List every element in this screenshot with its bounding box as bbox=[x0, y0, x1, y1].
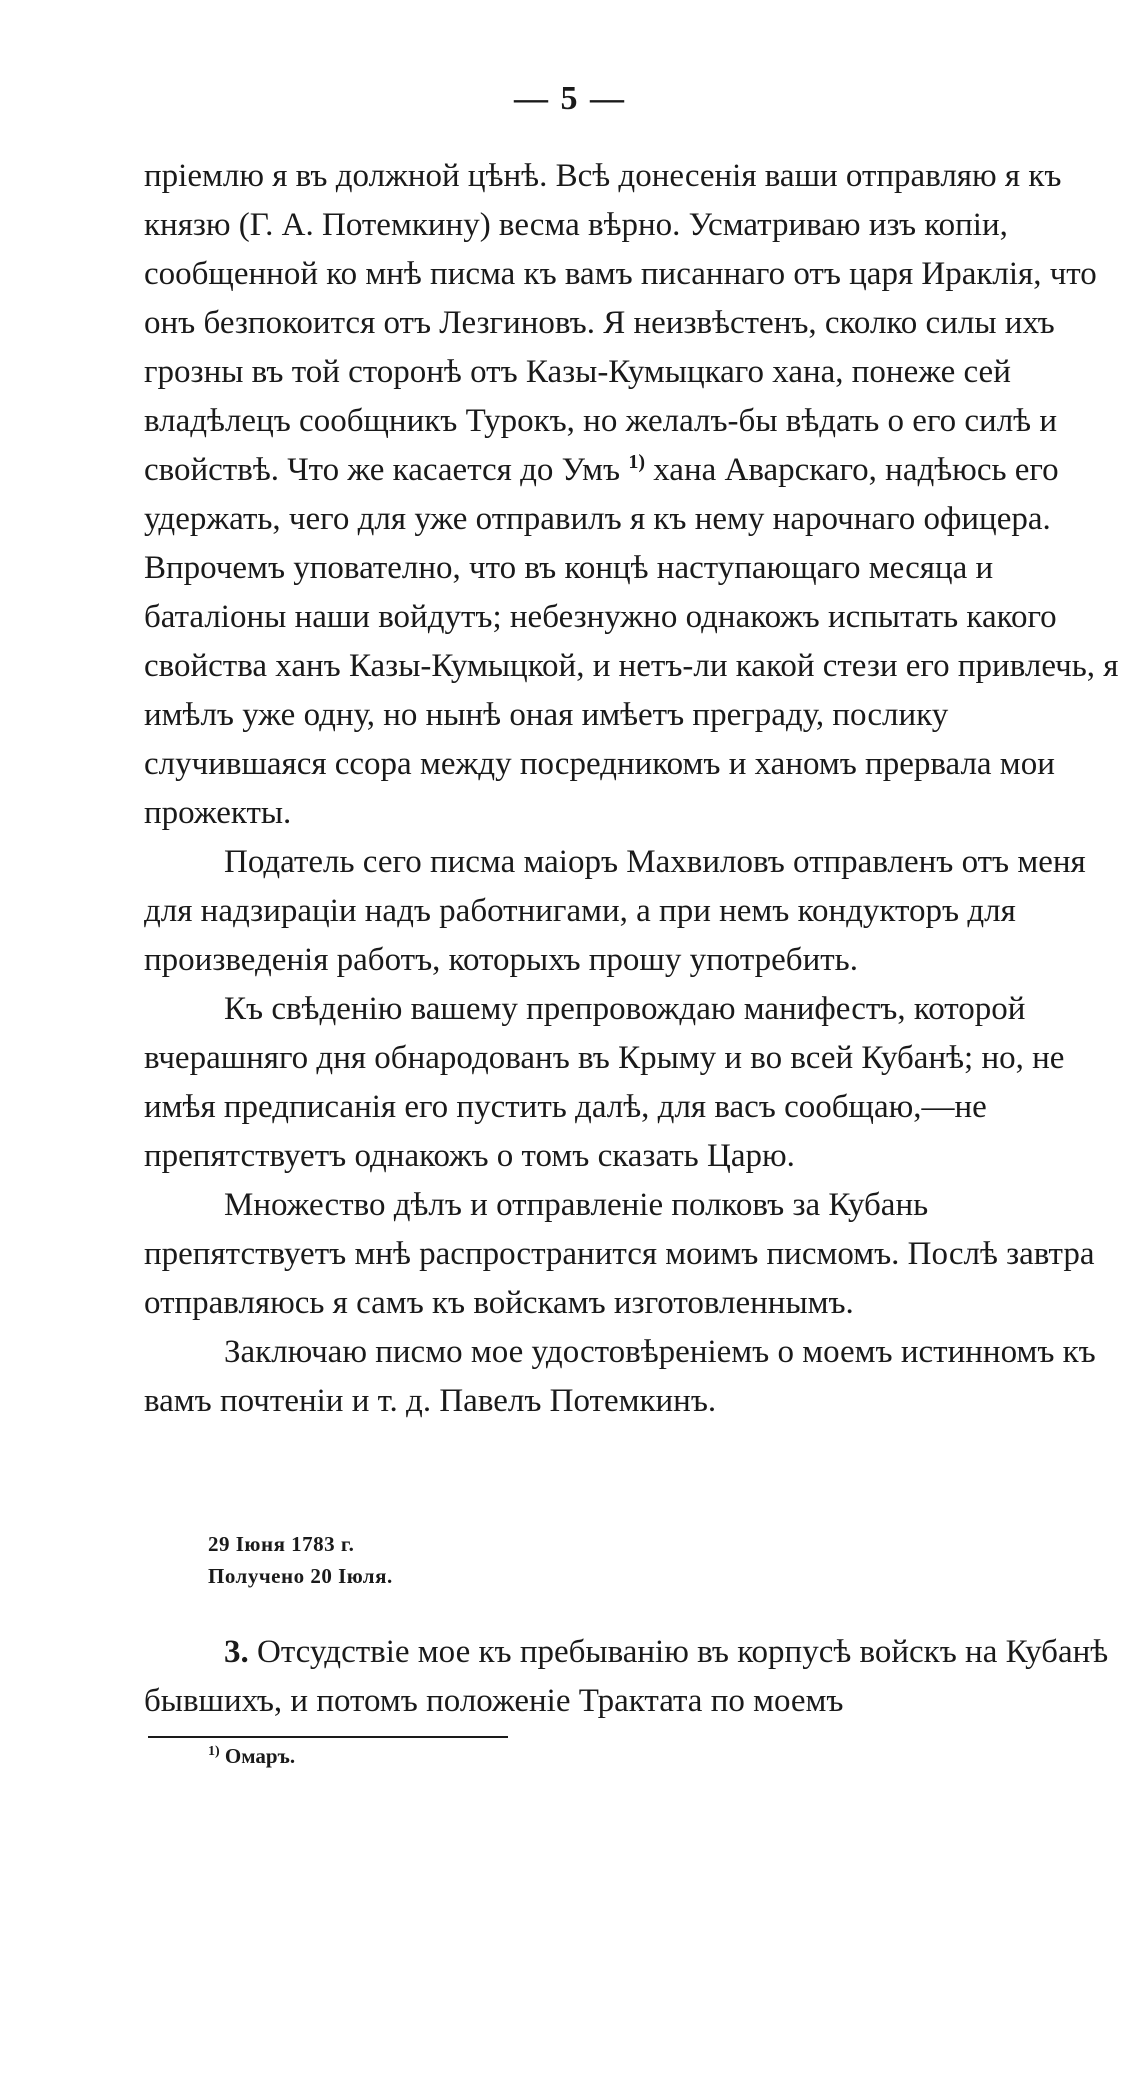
section-3 bbox=[144, 1628, 1134, 1726]
page-number: — 5 — bbox=[514, 80, 626, 117]
letter-body bbox=[144, 152, 1134, 1426]
paragraph-4: Множество дѣлъ и отправленіе полковъ за Кубань препятствуетъ мнѣ распространится моимъ писмомъ. Послѣ завтра отправляюсь я самъ къ войскамъ изготовленнымъ. bbox=[144, 1187, 1095, 1321]
section-number: 3. bbox=[224, 1634, 249, 1670]
paragraph-3: Къ свѣденію вашему препровождаю манифестъ, которой вчерашняго дня обнародованъ въ Крыму и во всей Кубанѣ; но, не имѣя предписанія его пустить далѣ, для васъ сообщаю,—не препятствуетъ однакожъ о томъ сказать Царю. bbox=[144, 991, 1065, 1174]
paragraph-1 bbox=[144, 152, 1134, 838]
footnote-reference: 1) bbox=[628, 451, 645, 473]
footnote-divider bbox=[148, 1736, 508, 1738]
footnote-text: Омаръ. bbox=[219, 1744, 296, 1768]
paragraph-1-text-b: хана Аварскаго, надѣюсь его удержать, чего для уже отправилъ я къ нему нарочнаго офицера. Впрочемъ упователно, что въ концѣ наступающаго месяца и баталіоны наши войдутъ; небезнужно однакожъ испытать какого свойства ханъ Казы-Кумыцкой, и нетъ-ли какой стези его привлечь, я имѣлъ уже одну, но нынѣ оная имѣетъ преграду, послику случившаяся ссора между посредникомъ и ханомъ прервала мои прожекты. bbox=[144, 452, 1119, 831]
paragraph-1-text-a: пріемлю я въ должной цѣнѣ. Всѣ донесенія ваши отправляю я къ князю (Г. А. Потемкину) весма вѣрно. Усматриваю изъ копіи, сообщенной ко мнѣ писма къ вамъ писаннаго отъ царя Ираклія, что онъ безпокоится отъ Лезгиновъ. Я неизвѣстенъ, сколко силы ихъ грозны въ той сторонѣ отъ Казы-Кумыцкаго хана, понеже сей владѣлецъ сообщникъ Турокъ, но желалъ-бы вѣдать о его силѣ и свойствѣ. Что же касается до Умъ bbox=[144, 158, 1097, 488]
paragraph-5: Заключаю писмо мое удостовѣреніемъ о моемъ истинномъ къ вамъ почтеніи и т. д. Павелъ Потемкинъ. bbox=[144, 1334, 1096, 1419]
paragraph-2: Податель сего писма маіоръ Махвиловъ отправленъ отъ меня для надзираціи надъ работнигами, а при немъ кондукторъ для произведенія работъ, которыхъ прошу употребить. bbox=[144, 844, 1086, 978]
section-3-paragraph bbox=[144, 1628, 1134, 1726]
footnote bbox=[208, 1744, 295, 1769]
date-received: Получено 20 Іюля. bbox=[208, 1564, 393, 1588]
date-written: 29 Іюня 1783 г. bbox=[208, 1532, 355, 1556]
section-3-text: Отсудствіе мое къ пребыванію въ корпусѣ войскъ на Кубанѣ бывшихъ, и потомъ положеніе Трактата по моемъ bbox=[144, 1634, 1109, 1719]
footnote-mark: 1) bbox=[208, 1744, 220, 1759]
